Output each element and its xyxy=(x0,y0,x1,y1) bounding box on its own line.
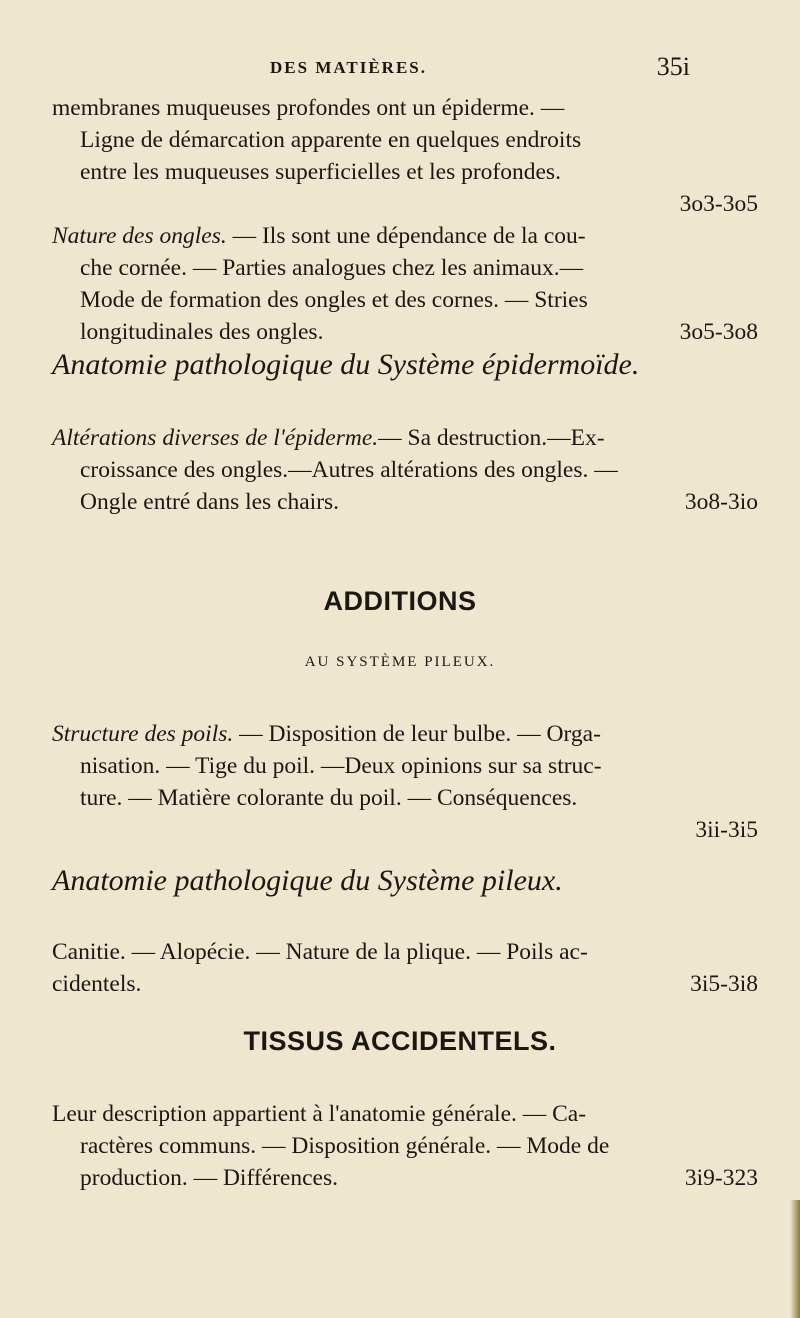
text-line: che cornée. — Parties analogues chez les animaux.— xyxy=(80,255,584,281)
entry-ongles xyxy=(52,220,758,348)
text-line: Ligne de démarcation apparente en quelques endroits xyxy=(80,127,582,153)
text-line xyxy=(52,188,758,220)
entry-poils xyxy=(52,718,758,846)
entry-lead: Nature des ongles. xyxy=(52,223,227,249)
text-line: ractères communs. — Disposition générale. — Mode de xyxy=(80,1133,610,1159)
running-head xyxy=(270,52,690,81)
text-line xyxy=(52,220,758,252)
text-line xyxy=(52,814,758,846)
text-span: production. — Différences. xyxy=(80,1165,338,1191)
section-subheading: Anatomie pathologique du Système épidermoïde. xyxy=(52,348,640,381)
text-line: Canitie. — Alopécie. — Nature de la plique. — Poils ac- xyxy=(52,939,588,965)
section-subheading: Anatomie pathologique du Système pileux. xyxy=(52,864,563,897)
text-line xyxy=(52,422,758,454)
text-line: membranes muqueuses profondes ont un épiderme. — xyxy=(52,95,565,121)
entry-tissus xyxy=(52,1098,758,1194)
page-range: 3o5-3o8 xyxy=(679,319,758,345)
page-range: 3o8-3io xyxy=(684,489,758,515)
section-heading: TISSUS ACCIDENTELS. xyxy=(243,1026,557,1056)
page-range: 3i5-3i8 xyxy=(690,971,758,997)
text-span: longitudinales des ongles. xyxy=(80,319,324,345)
page-range: 3ii-3i5 xyxy=(695,817,758,843)
entry-muqueuses xyxy=(52,92,758,220)
text-line xyxy=(52,718,758,750)
text-span: Ongle entré dans les chairs. xyxy=(80,489,340,515)
page-range: 3o3-3o5 xyxy=(679,191,758,217)
text-line xyxy=(52,316,758,348)
text-line: ture. — Matière colorante du poil. — Conséquences. xyxy=(80,785,578,811)
entry-canitie xyxy=(52,936,758,1000)
entry-lead: Structure des poils. xyxy=(52,721,234,747)
text-line xyxy=(52,968,758,1000)
running-head-title: DES MATIÈRES. xyxy=(270,58,427,77)
text-line: Leur description appartient à l'anatomie générale. — Ca- xyxy=(52,1101,587,1127)
section-heading: ADDITIONS xyxy=(323,586,477,616)
text-line: entre les muqueuses superficielles et les profondes. xyxy=(80,159,561,185)
page-range: 3i9-323 xyxy=(684,1165,758,1191)
text-span: — Ils sont une dépendance de la cou- xyxy=(226,223,586,249)
text-line xyxy=(52,486,758,518)
entry-alterations xyxy=(52,422,758,518)
text-line: nisation. — Tige du poil. —Deux opinions sur sa struc- xyxy=(80,753,602,779)
page-edge-shadow xyxy=(790,1200,800,1318)
text-span: — Sa destruction.—Ex- xyxy=(378,425,605,451)
page-number: 35i xyxy=(656,52,690,81)
entry-lead: Altérations diverses de l'épiderme. xyxy=(52,425,379,451)
text-span: — Disposition de leur bulbe. — Orga- xyxy=(233,721,601,747)
text-line: croissance des ongles.—Autres altérations des ongles. — xyxy=(80,457,618,483)
section-heading-sub: AU SYSTÈME PILEUX. xyxy=(304,654,496,670)
text-line xyxy=(52,1162,758,1194)
text-line: Mode de formation des ongles et des cornes. — Stries xyxy=(80,287,588,313)
text-span: cidentels. xyxy=(52,971,142,997)
